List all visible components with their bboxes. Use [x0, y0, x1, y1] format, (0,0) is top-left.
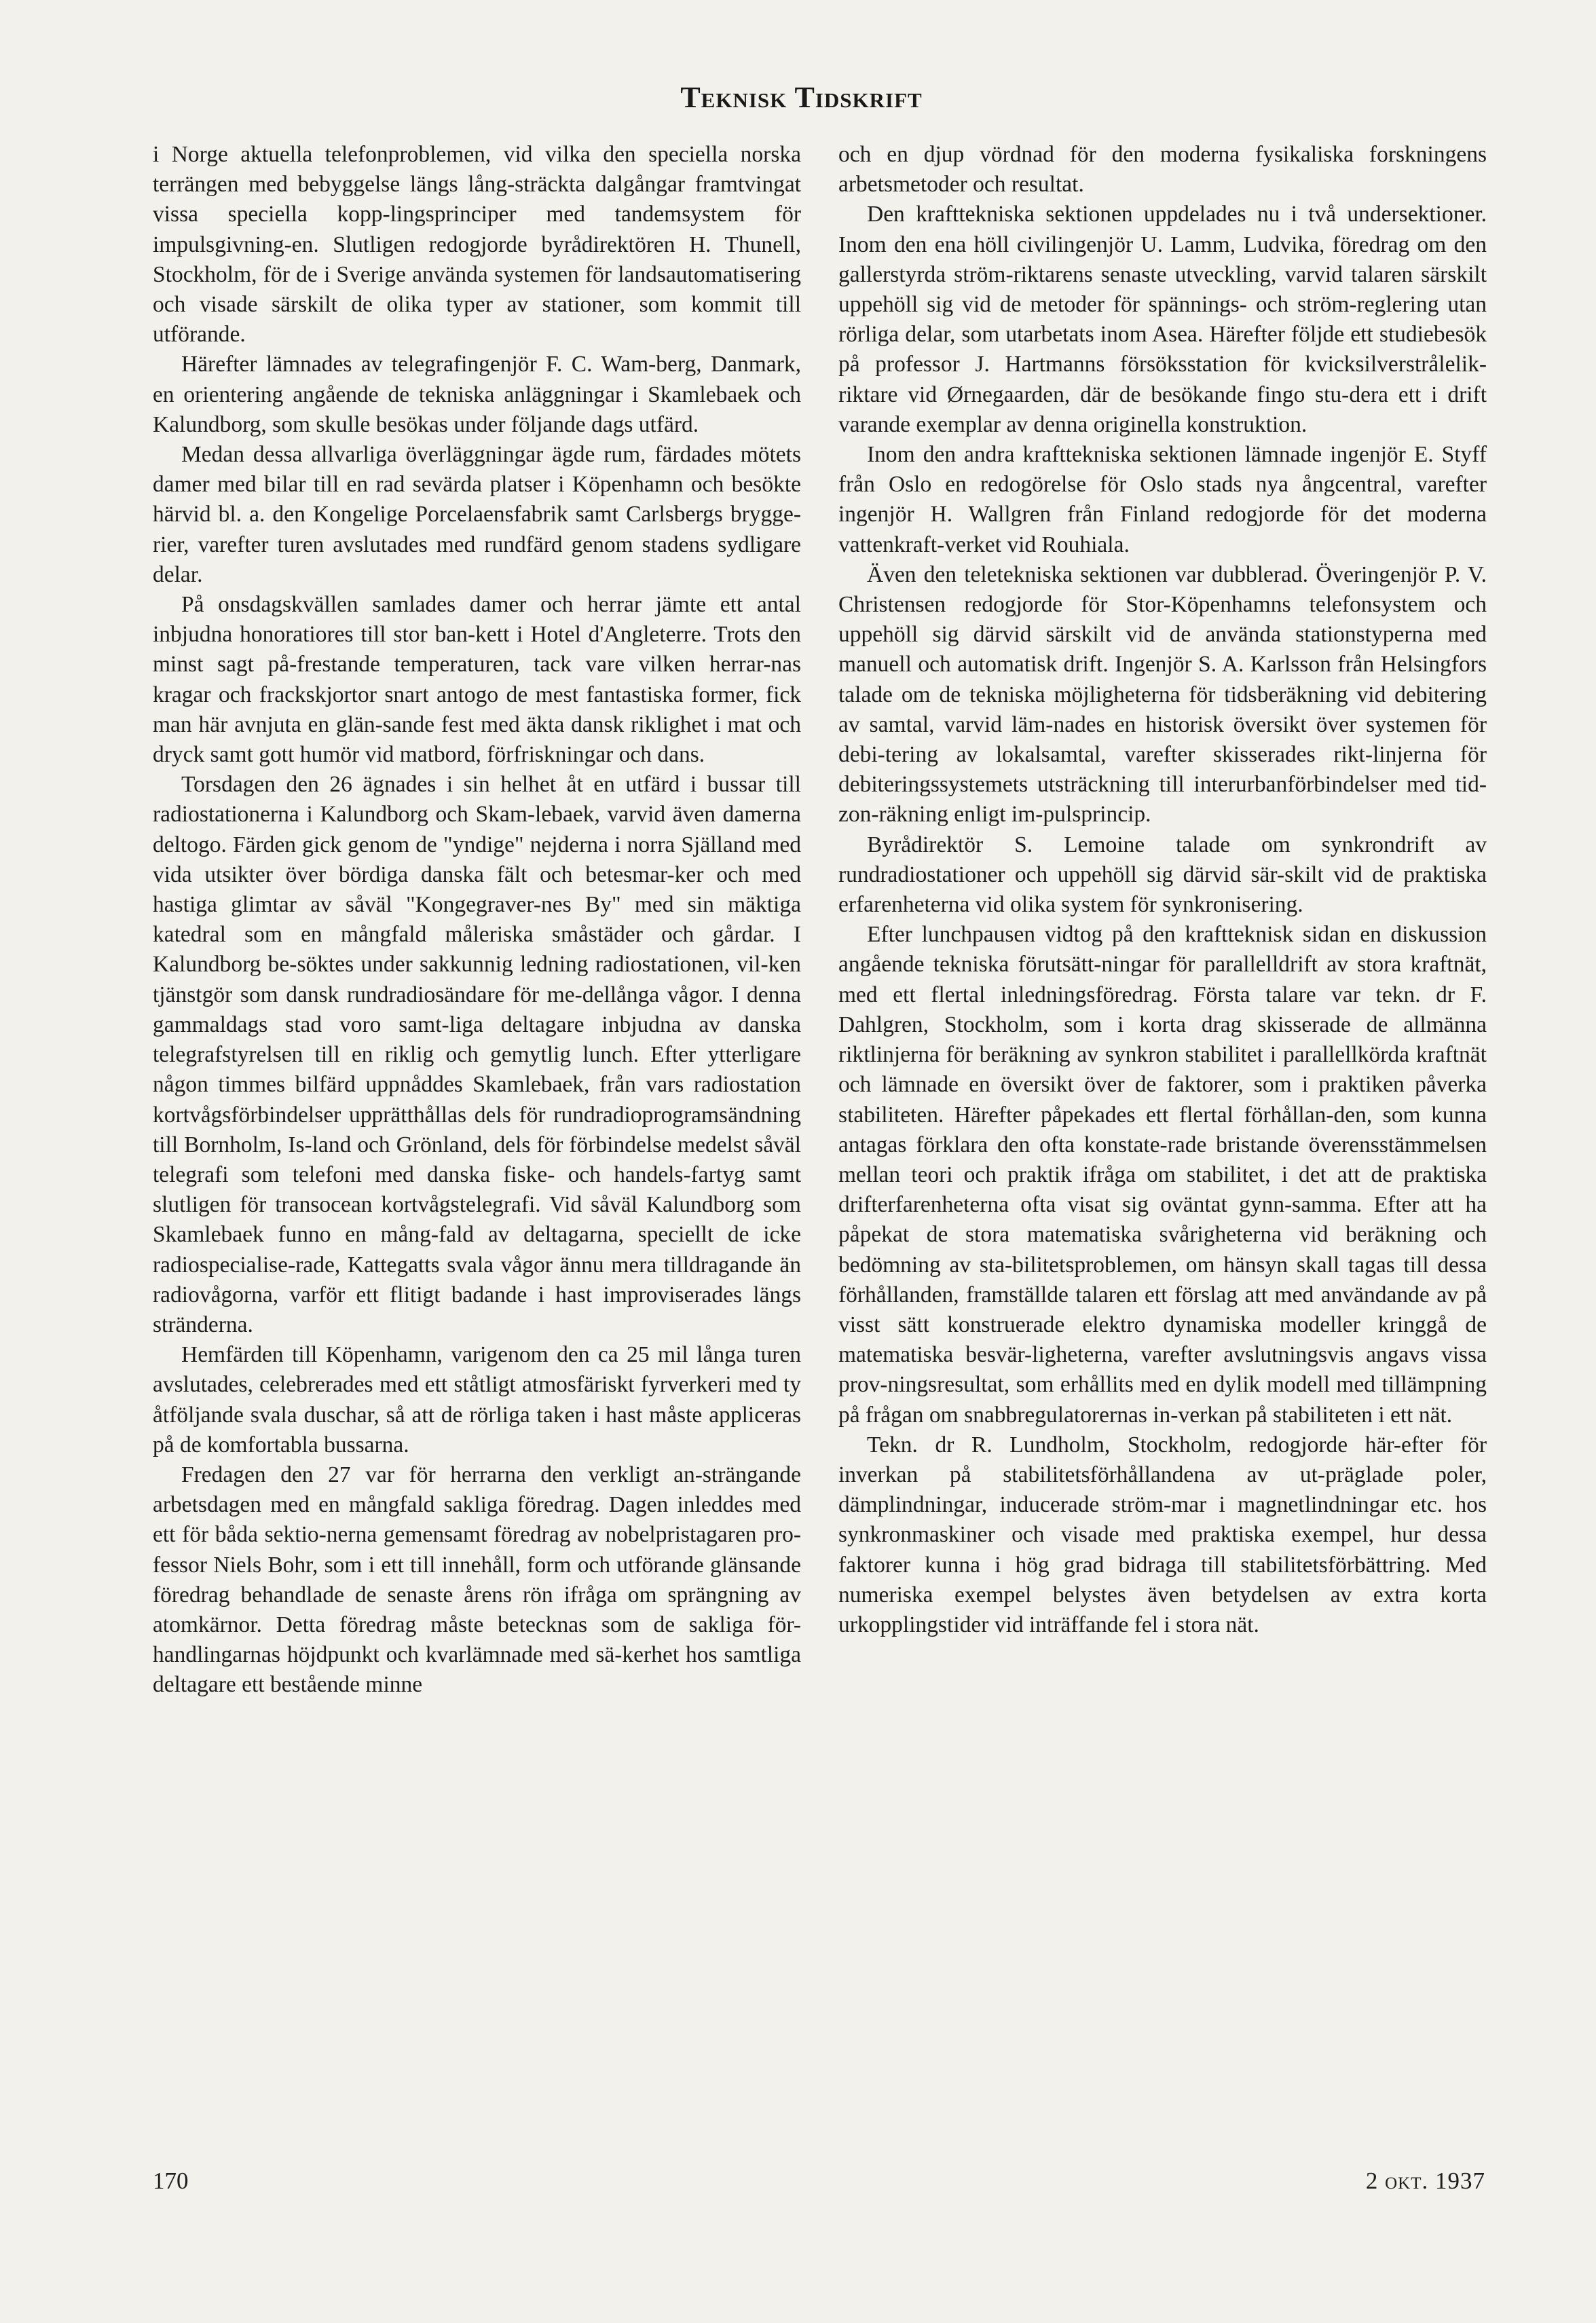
paragraph: Byrådirektör S. Lemoine talade om synkrondrift av rundradiostationer och uppehöll sig därvid sär-skilt vid de praktiska erfarenheterna vid olika system för synkronisering.: [838, 832, 1487, 918]
page-number: 170: [153, 2168, 189, 2194]
left-column: [153, 140, 801, 1701]
paragraph: Fredagen den 27 var för herrarna den verkligt an-strängande arbetsdagen med en mångfald sakliga föredrag. Dagen inleddes med ett för båda sektio-nerna gemensamt föredrag av nobelpristagaren pro-fessor Niels Bohr, som i ett till innehåll, form och utförande glänsande föredrag behandlade de senaste årens rön ifråga om sprängning av atomkärnor. Detta föredrag måste betecknas som de sakliga för-handlingarnas höjdpunkt och kvarlämnade med sä-kerhet hos samtliga deltagare ett bestående minne: [153, 1462, 801, 1698]
paragraph: Torsdagen den 26 ägnades i sin helhet åt en utfärd i bussar till radiostationerna i Kalundborg och Skam-lebaek, varvid även damerna deltogo. Färden gick genom de "yndige" nejderna i norra Själland med vida utsikter över bördiga danska fält och betesmar-ker och med hastiga glimtar av såväl "Kongegraver-nes By" med sin mäktiga katedral som en mångfald måleriska småstäder och gårdar. I Kalundborg be-söktes under sakkunnig ledning radiostationen, vil-ken tjänstgör som dansk rundradiosändare för me-dellånga vågor. I denna gammaldags stad voro samt-liga deltagare inbjudna av danska telegrafstyrelsen till en riklig och gemytlig lunch. Efter ytterligare någon timmes bilfärd uppnåddes Skamlebaek, från vars radiostation kortvågsförbindelser upprätthållas dels för rundradioprogramsändning till Bornholm, Is-land och Grönland, dels för förbindelse medelst såväl telegrafi som telefoni med danska fiske- och handels-fartyg samt slutligen för transocean kortvågstelegrafi. Vid såväl Kalundborg som Skamlebaek funno en mång-fald av deltagarna, speciellt de icke radiospecialise-rade, Kattegatts svala vågor ännu mera tilldragande än radiovågorna, varför ett flitigt badande i hast improviserades längs stränderna.: [153, 772, 801, 1337]
paragraph: Inom den andra krafttekniska sektionen lämnade ingenjör E. Styff från Oslo en redogörelse för Oslo stads nya ångcentral, varefter ingenjör H. Wallgren från Finland redogjorde för det moderna vattenkraft-verket vid Rouhiala.: [838, 442, 1487, 557]
paragraph: Den krafttekniska sektionen uppdelades nu i två undersektioner. Inom den ena höll civilingenjör U. Lamm, Ludvika, föredrag om den gallerstyrda ström-riktarens senaste utveckling, varvid talaren särskilt uppehöll sig vid de metoder för spännings- och ström-reglering utan rörliga delar, som utarbetats inom Asea. Härefter följde ett studiebesök på professor J. Hartmanns försöksstation för kvicksilverstrålelik-riktare vid Ørnegaarden, där de besökande fingo stu-dera ett i drift varande exemplar av denna originella konstruktion.: [838, 202, 1487, 437]
paragraph: På onsdagskvällen samlades damer och herrar jämte ett antal inbjudna honoratiores till stor ban-kett i Hotel d'Angleterre. Trots den minst sagt på-frestande temperaturen, tack vare vilken herrar-nas kragar och frackskjortor snart antogo de mest fantastiska former, fick man här avnjuta en glän-sande fest med äkta dansk riklighet i mat och dryck samt gott humör vid matbord, förfriskningar och dans.: [153, 592, 801, 768]
paragraph: Efter lunchpausen vidtog på den kraftteknisk sidan en diskussion angående tekniska förutsätt-ningar för parallelldrift av stora kraftnät, med ett flertal inledningsföredrag. Första talare var tekn. dr F. Dahlgren, Stockholm, som i korta drag skisserade de allmänna riktlinjerna för beräkning av synkron stabilitet i parallellkörda kraftnät och lämnade en översikt över de faktorer, som i praktiken påverka stabiliteten. Härefter påpekades ett flertal förhållan-den, som kunna antagas förklara den ofta konstate-rade bristande överensstämmelsen mellan teori och praktik ifråga om stabilitet, i det att de praktiska drifterfarenheterna ofta visat sig oväntat gynn-samma. Efter att ha påpekat de stora matematiska svårigheterna vid beräkning och bedömning av sta-bilitetsproblemen, om hänsyn skall tagas till dessa förhållanden, framställde talaren ett förslag att med användande av på visst sätt konstruerade elektro dynamiska modeller kringgå de matematiska besvär-ligheterna, varefter avslutningsvis angavs vissa prov-ningsresultat, som erhållits med en dylik modell med tillämpning på frågan om snabbregulatorernas in-verkan på stabiliteten i ett nät.: [838, 922, 1487, 1428]
paragraph: Hemfärden till Köpenhamn, varigenom den ca 25 mil långa turen avslutades, celebrerades med ett ståtligt atmosfäriskt fyrverkeri med ty åtföljande svala duschar, så att de rörliga taken i hast måste appliceras på de komfortabla bussarna.: [153, 1342, 801, 1457]
paragraph: Tekn. dr R. Lundholm, Stockholm, redogjorde här-efter för inverkan på stabilitetsförhållandena av ut-präglade poler, dämplindningar, inducerade ström-mar i magnetlindningar etc. hos synkronmaskiner och visade med praktiska exempel, hur dessa faktorer kunna i hög grad bidraga till stabilitetsförbättring. Med numeriska exempel belystes även betydelsen av extra korta urkopplingstider vid inträffande fel i stora nät.: [838, 1432, 1487, 1637]
paragraph: och en djup vördnad för den moderna fysikaliska forskningens arbetsmetoder och resultat.: [838, 142, 1487, 198]
paragraph: Även den teletekniska sektionen var dubblerad. Överingenjör P. V. Christensen redogjorde för Stor-Köpenhamns telefonsystem och uppehöll sig därvid särskilt vid de använda stationstyperna med manuell och automatisk drift. Ingenjör S. A. Karlsson från Helsingfors talade om de tekniska möjligheterna för tidsberäkning vid debitering av samtal, varvid läm-nades en historisk översikt över systemen för debi-tering av lokalsamtal, varefter skisserades rikt-linjerna för debiteringssystemets utsträckning till interurbanförbindelser med tid-zon-räkning enligt im-pulsprincip.: [838, 561, 1487, 828]
issue-date: 2 okt. 1937: [1365, 2168, 1485, 2194]
journal-title: Teknisk Tidskrift: [680, 81, 923, 114]
paragraph: Medan dessa allvarliga överläggningar ägde rum, färdades mötets damer med bilar till en rad sevärda platser i Köpenhamn och besökte härvid bl. a. den Kongelige Porcelaensfabrik samt Carlsbergs brygge-rier, varefter turen avslutades med rundfärd genom stadens sydligare delar.: [153, 442, 801, 587]
right-column: [838, 140, 1487, 1640]
paragraph: i Norge aktuella telefonproblemen, vid vilka den speciella norska terrängen med bebyggelse längs lång-sträckta dalgångar framtvingat vissa speciella kopp-lingsprinciper med tandemsystem för impulsgivning-en. Slutligen redogjorde byrådirektören H. Thunell, Stockholm, för de i Sverige använda systemen för landsautomatisering och visade särskilt de olika typer av stationer, som kommit till utförande.: [153, 142, 801, 348]
paragraph: Härefter lämnades av telegrafingenjör F. C. Wam-berg, Danmark, en orientering angående de tekniska anläggningar i Skamlebaek och Kalundborg, som skulle besökas under följande dags utfärd.: [153, 352, 801, 437]
